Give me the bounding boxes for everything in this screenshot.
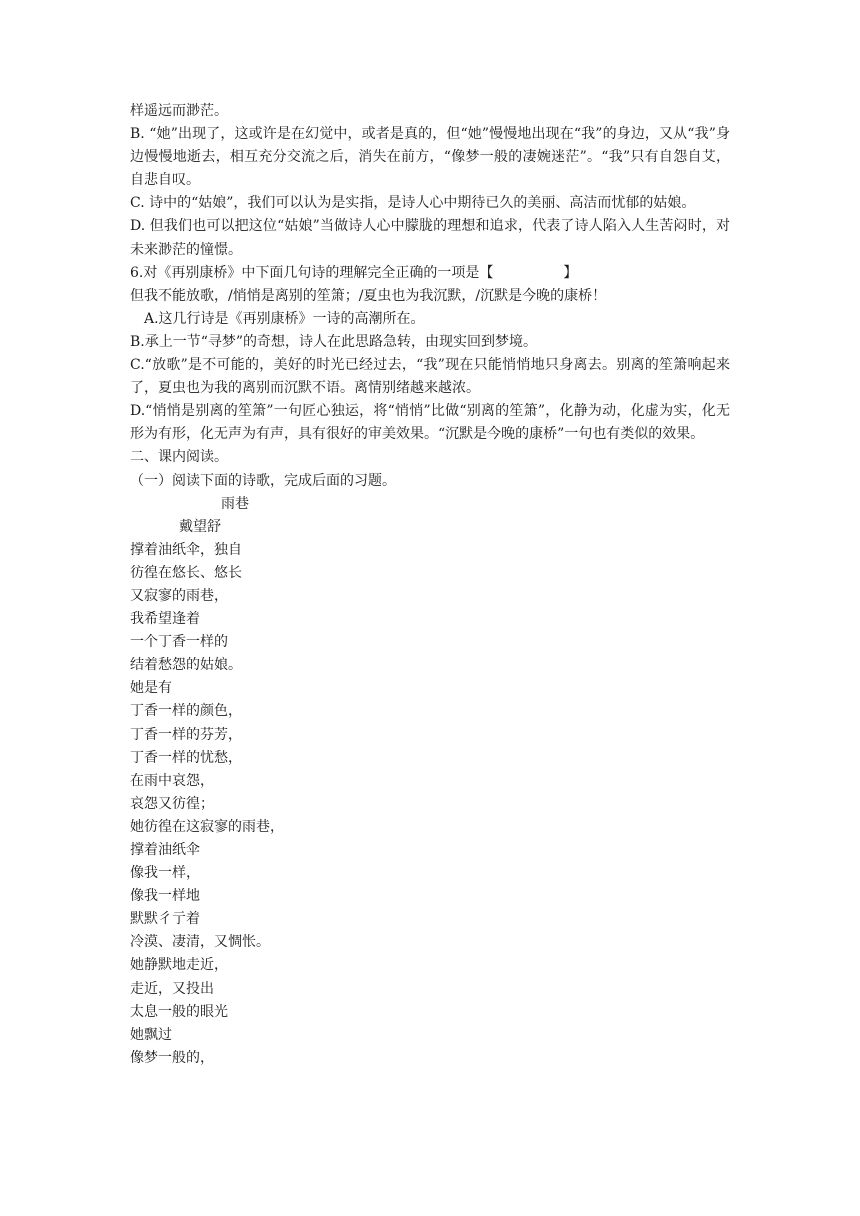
poem-line: 像我一样，	[130, 865, 200, 882]
poem-line: 默默彳亍着	[130, 911, 200, 928]
poem-line: 丁香一样的忧愁，	[130, 749, 242, 766]
poem-line: 我希望逢着	[130, 611, 200, 628]
q6-option-c: C.“放歌”是不可能的，美好的时光已经过去，“我”现在只能悄悄地只身离去。别离的笙箫响起来了，夏虫也为我的离别而沉默不语。离情别绪越来越浓。	[130, 357, 730, 397]
subsection-heading: （一）阅读下面的诗歌，完成后面的习题。	[130, 472, 396, 489]
q6-option-d: D.“悄悄是别离的笙箫”一句匠心独运，将“悄悄”比做“别离的笙箫”，化静为动，化虚为实，化无形为有形，化无声为有声，具有很好的审美效果。“沉默是今晚的康桥”一句也有类似的效果。	[130, 403, 730, 443]
poem-line: 又寂寥的雨巷，	[130, 587, 228, 604]
q6-option-a: A.这几行诗是《再别康桥》一诗的高潮所在。	[144, 310, 425, 327]
poem-line: 太息一般的眼光	[130, 1003, 228, 1020]
poem-line: 丁香一样的芬芳，	[130, 726, 242, 743]
poem-author: 戴望舒	[179, 518, 221, 535]
poem-line: 在雨中哀怨，	[130, 772, 214, 789]
poem-line: 走近，又投出	[130, 980, 214, 997]
poem-line: 她静默地走近，	[130, 957, 228, 974]
q6-quote: 但我不能放歌，/悄悄是离别的笙箫；/夏虫也为我沉默，/沉默是今晚的康桥！	[130, 287, 607, 304]
poem-title: 雨巷	[221, 495, 249, 512]
q6-option-b: B.承上一节“寻梦”的奇想，诗人在此思路急转，由现实回到梦境。	[130, 333, 538, 350]
poem-line: 她飘过	[130, 1026, 172, 1043]
poem-line: 像梦一般的，	[130, 1049, 214, 1066]
poem-line: 冷漠、凄清，又惆怅。	[130, 934, 270, 951]
q6-question: 6.对《再别康桥》中下面几句诗的理解完全正确的一项是【 】	[130, 264, 578, 281]
poem-line: 她是有	[130, 680, 172, 697]
q5-option-b: B. “她”出现了，这或许是在幻觉中，或者是真的，但“她”慢慢地出现在“我”的身边，又从“我”身边慢慢地逝去，相互充分交流之后，消失在前方，“像梦一般的凄婉迷茫”。“我”只有自怨自艾，自悲自叹。	[130, 126, 730, 189]
section-heading: 二、课内阅读。	[130, 449, 228, 466]
poem-line: 结着愁怨的姑娘。	[130, 657, 242, 674]
poem-line: 像我一样地	[130, 888, 200, 905]
poem-line: 撑着油纸伞，独自	[130, 541, 242, 558]
poem-line: 一个丁香一样的	[130, 634, 228, 651]
q5-option-d: D. 但我们也可以把这位“姑娘”当做诗人心中朦胧的理想和追求，代表了诗人陷入人生苦闷时，对未来渺茫的憧憬。	[130, 218, 730, 258]
poem-line: 彷徨在悠长、悠长	[130, 564, 242, 581]
poem-line: 撑着油纸伞	[130, 842, 200, 858]
poem-line: 哀怨又彷徨；	[130, 795, 214, 812]
document-page	[130, 100, 730, 1070]
continuation-text: 样遥远而渺茫。	[130, 103, 228, 119]
poem-line: 丁香一样的颜色，	[130, 703, 242, 720]
poem-line: 她彷徨在这寂寥的雨巷，	[130, 818, 284, 835]
poem-body	[130, 539, 730, 1070]
q5-option-c: C. 诗中的“姑娘”，我们可以认为是实指，是诗人心中期待已久的美丽、高洁而忧郁的姑娘。	[130, 195, 696, 212]
